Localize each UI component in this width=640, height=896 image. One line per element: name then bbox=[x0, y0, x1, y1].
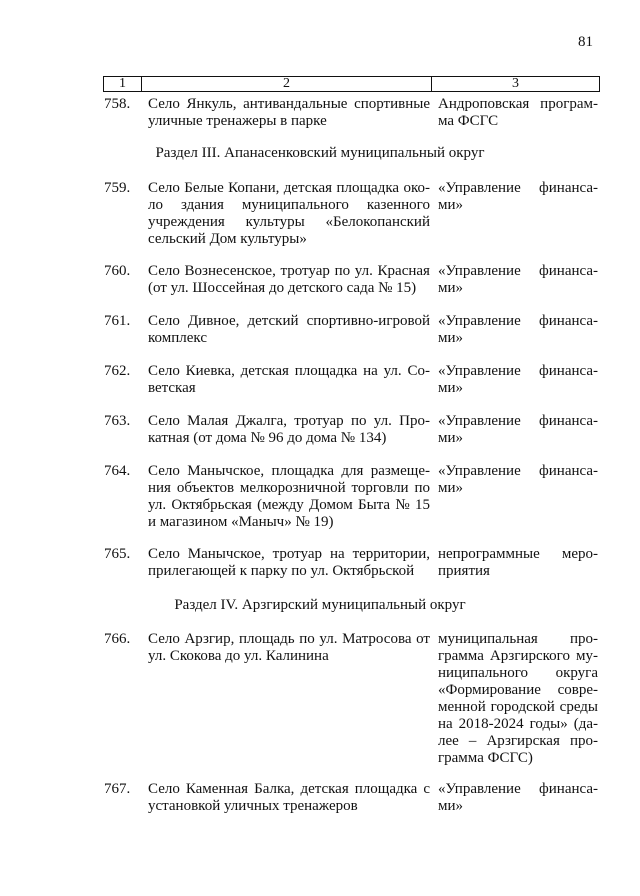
desc-line: (от ул. Шоссейная до детского сада № 15) bbox=[148, 280, 417, 296]
object-description bbox=[148, 96, 430, 130]
desc-line: Село Вознесенское, тротуар по ул. Красная bbox=[148, 263, 430, 279]
object-description bbox=[148, 263, 430, 297]
page-number: 81 bbox=[578, 34, 593, 50]
desc-line: катная (от дома № 96 до дома № 134) bbox=[148, 430, 387, 446]
desc-line: комплекс bbox=[148, 330, 207, 346]
desc-line: учреждения культуры «Белокопанский bbox=[148, 214, 430, 230]
object-description bbox=[148, 413, 430, 447]
prog-line: ми» bbox=[438, 280, 464, 296]
desc-line: Село Янкуль, антивандальные спортивные bbox=[148, 96, 430, 112]
column-header-1: 1 bbox=[104, 77, 142, 91]
desc-line: Село Каменная Балка, детская площадка с bbox=[148, 781, 430, 797]
prog-line: «Управление финанса- bbox=[438, 463, 598, 479]
desc-line: ветская bbox=[148, 380, 196, 396]
program-name bbox=[438, 96, 598, 130]
desc-line: ул. Октябрьская (между Домом Быта № 15 bbox=[148, 497, 430, 513]
prog-line: менной городской среды bbox=[438, 699, 598, 715]
column-header-3: 3 bbox=[512, 76, 519, 91]
object-description bbox=[148, 463, 430, 531]
prog-line: на 2018-2024 годы» (да- bbox=[438, 716, 598, 732]
program-name bbox=[438, 546, 598, 580]
row-number: 761. bbox=[104, 313, 131, 329]
prog-line: «Управление финанса- bbox=[438, 263, 598, 279]
desc-line: Село Арзгир, площадь по ул. Матросова от bbox=[148, 631, 430, 647]
row-number: 763. bbox=[104, 413, 131, 429]
desc-line: ул. Скокова до ул. Калинина bbox=[148, 648, 329, 664]
program-name bbox=[438, 463, 598, 497]
column-header-2: 2 bbox=[142, 77, 432, 91]
desc-line: ния объектов мелкорозничной торговли по bbox=[148, 480, 430, 496]
desc-line: Село Малая Джалга, тротуар по ул. Про- bbox=[148, 413, 430, 429]
desc-line: Село Манычское, площадка для размеще- bbox=[148, 463, 430, 479]
object-description bbox=[148, 631, 430, 665]
object-description bbox=[148, 313, 430, 347]
prog-line: «Формирование совре- bbox=[438, 682, 598, 698]
prog-line: грамма ФСГС) bbox=[438, 750, 533, 766]
object-description bbox=[148, 546, 430, 580]
desc-line: и магазином «Маныч» № 19) bbox=[148, 514, 334, 530]
prog-line: приятия bbox=[438, 563, 490, 579]
prog-line: ми» bbox=[438, 330, 464, 346]
prog-line: ми» bbox=[438, 480, 464, 496]
program-name bbox=[438, 263, 598, 297]
desc-line: Село Дивное, детский спортивно-игровой bbox=[148, 313, 430, 329]
desc-line: Село Белые Копани, детская площадка око- bbox=[148, 180, 430, 196]
object-description bbox=[148, 363, 430, 397]
program-name bbox=[438, 631, 598, 767]
row-number: 760. bbox=[104, 263, 131, 279]
program-name bbox=[438, 180, 598, 214]
object-description bbox=[148, 781, 430, 815]
row-number: 767. bbox=[104, 781, 131, 797]
row-number: 758. bbox=[104, 96, 131, 112]
table-column-header bbox=[103, 76, 600, 92]
row-number: 762. bbox=[104, 363, 131, 379]
row-number: 766. bbox=[104, 631, 131, 647]
object-description bbox=[148, 180, 430, 248]
desc-line: ло здания муниципального казенного bbox=[148, 197, 430, 213]
section-title: Раздел IV. Арзгирский муниципальный округ bbox=[174, 597, 466, 613]
row-number: 764. bbox=[104, 463, 131, 479]
prog-line: ми» bbox=[438, 197, 464, 213]
row-number: 765. bbox=[104, 546, 131, 562]
prog-line: ма ФСГС bbox=[438, 113, 499, 129]
prog-line: «Управление финанса- bbox=[438, 413, 598, 429]
desc-line: уличные тренажеры в парке bbox=[148, 113, 327, 129]
desc-line: установкой уличных тренажеров bbox=[148, 798, 358, 814]
prog-line: ми» bbox=[438, 430, 464, 446]
desc-line: Село Киевка, детская площадка на ул. Со- bbox=[148, 363, 430, 379]
prog-line: «Управление финанса- bbox=[438, 313, 598, 329]
desc-line: сельский Дом культуры» bbox=[148, 231, 307, 247]
prog-line: Андроповская програм- bbox=[438, 96, 598, 112]
section-title: Раздел III. Апанасенковский муниципальный округ bbox=[155, 145, 485, 161]
program-name bbox=[438, 363, 598, 397]
prog-line: непрограммные меро- bbox=[438, 546, 598, 562]
desc-line: Село Манычское, тротуар на территории, bbox=[148, 546, 430, 562]
prog-line: муниципальная про- bbox=[438, 631, 598, 647]
program-name bbox=[438, 413, 598, 447]
prog-line: лее – Арзгирская про- bbox=[438, 733, 598, 749]
prog-line: ми» bbox=[438, 798, 464, 814]
prog-line: ниципального округа bbox=[438, 665, 598, 681]
prog-line: ми» bbox=[438, 380, 464, 396]
prog-line: грамма Арзгирского му- bbox=[438, 648, 598, 664]
row-number: 759. bbox=[104, 180, 131, 196]
program-name bbox=[438, 313, 598, 347]
prog-line: «Управление финанса- bbox=[438, 781, 598, 797]
prog-line: «Управление финанса- bbox=[438, 363, 598, 379]
prog-line: «Управление финанса- bbox=[438, 180, 598, 196]
program-name bbox=[438, 781, 598, 815]
desc-line: прилегающей к парку по ул. Октябрьской bbox=[148, 563, 415, 579]
